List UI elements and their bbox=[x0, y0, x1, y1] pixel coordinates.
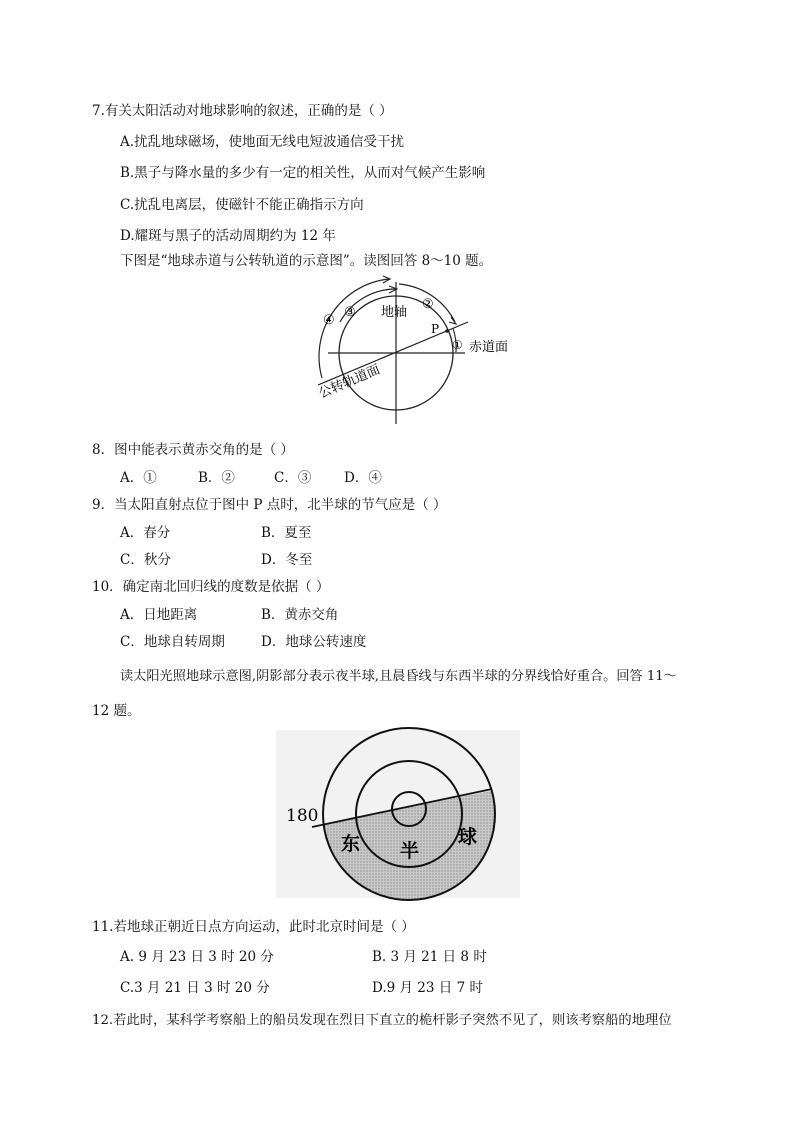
q7-option-d: D.耀斑与黑子的活动周期约为 12 年 bbox=[120, 228, 336, 244]
q10-option-b: B．黄赤交角 bbox=[261, 607, 339, 623]
q7-option-b: B.黑子与降水量的多少有一定的相关性，从而对气候产生影响 bbox=[120, 165, 486, 181]
mark-1: ① bbox=[452, 338, 463, 352]
mark-2: ② bbox=[422, 297, 434, 312]
q11-option-b: B. 3 月 21 日 8 时 bbox=[372, 949, 487, 965]
axis-label: 地轴 bbox=[381, 305, 408, 320]
q11-option-a: A. 9 月 23 日 3 时 20 分 bbox=[120, 949, 274, 965]
q12-stem: 12.若此时，某科学考察船上的船员发现在烈日下直立的桅杆影子突然不见了，则该考察船的地理位 bbox=[92, 1013, 672, 1028]
point-p bbox=[445, 329, 449, 333]
q9-stem: 9．当太阳直射点位于图中 P 点时，北半球的节气应是（ ） bbox=[92, 497, 447, 513]
q8-stem: 8．图中能表示黄赤交角的是（ ） bbox=[92, 442, 294, 458]
q9-option-d: D．冬至 bbox=[261, 552, 313, 568]
q8-option-a: A．① bbox=[120, 470, 157, 486]
hemisphere-char-half: 半 bbox=[400, 840, 420, 862]
q9-option-c: C．秋分 bbox=[120, 552, 171, 568]
mark-3: ③ bbox=[344, 305, 356, 320]
q9-option-b: B．夏至 bbox=[261, 525, 312, 541]
q8-option-b: B．② bbox=[198, 470, 235, 486]
q10-option-c: C．地球自转周期 bbox=[120, 634, 225, 650]
q7-option-a: A.扰乱地球磁场，使地面无线电短波通信受干扰 bbox=[120, 134, 405, 150]
orbit-label: 公转轨道面 bbox=[316, 362, 383, 402]
q8-option-d: D．④ bbox=[344, 470, 382, 486]
hemisphere-char-ball: 球 bbox=[458, 826, 478, 848]
p-label: P bbox=[431, 322, 440, 336]
q8-option-c: C．③ bbox=[274, 470, 312, 486]
q7-stem: 7.有关太阳活动对地球影响的叙述，正确的是（ ） bbox=[92, 103, 393, 119]
intro-figure2-line2: 12 题。 bbox=[92, 703, 141, 719]
figure-illumination-map bbox=[272, 726, 524, 902]
q11-option-c: C.3 月 21 日 3 时 20 分 bbox=[120, 980, 270, 996]
q10-stem: 10．确定南北回归线的度数是依据（ ） bbox=[92, 579, 330, 595]
q11-stem: 11.若地球正朝近日点方向运动，此时北京时间是（ ） bbox=[92, 919, 415, 935]
q10-option-a: A．日地距离 bbox=[120, 607, 198, 623]
figure-equator-orbit bbox=[310, 275, 520, 425]
q7-option-c: C.扰乱电离层，使磁针不能正确指示方向 bbox=[120, 197, 364, 213]
intro-figure1: 下图是“地球赤道与公转轨道的示意图”。读图回答 8～10 题。 bbox=[120, 253, 493, 269]
intro-figure2-line1: 读太阳光照地球示意图,阴影部分表示夜半球,且晨昏线与东西半球的分界线恰好重合。回答 11～ bbox=[120, 669, 677, 684]
equator-label: 赤道面 bbox=[469, 340, 509, 355]
lon-180-label: 180 bbox=[286, 806, 319, 826]
arc-4 bbox=[319, 279, 389, 378]
q9-option-a: A．春分 bbox=[120, 525, 171, 541]
q10-option-d: D．地球公转速度 bbox=[261, 634, 367, 650]
hemisphere-char-east: 东 bbox=[341, 833, 361, 855]
mark-4: ④ bbox=[323, 313, 335, 328]
q11-option-d: D.9 月 23 日 7 时 bbox=[372, 980, 483, 996]
